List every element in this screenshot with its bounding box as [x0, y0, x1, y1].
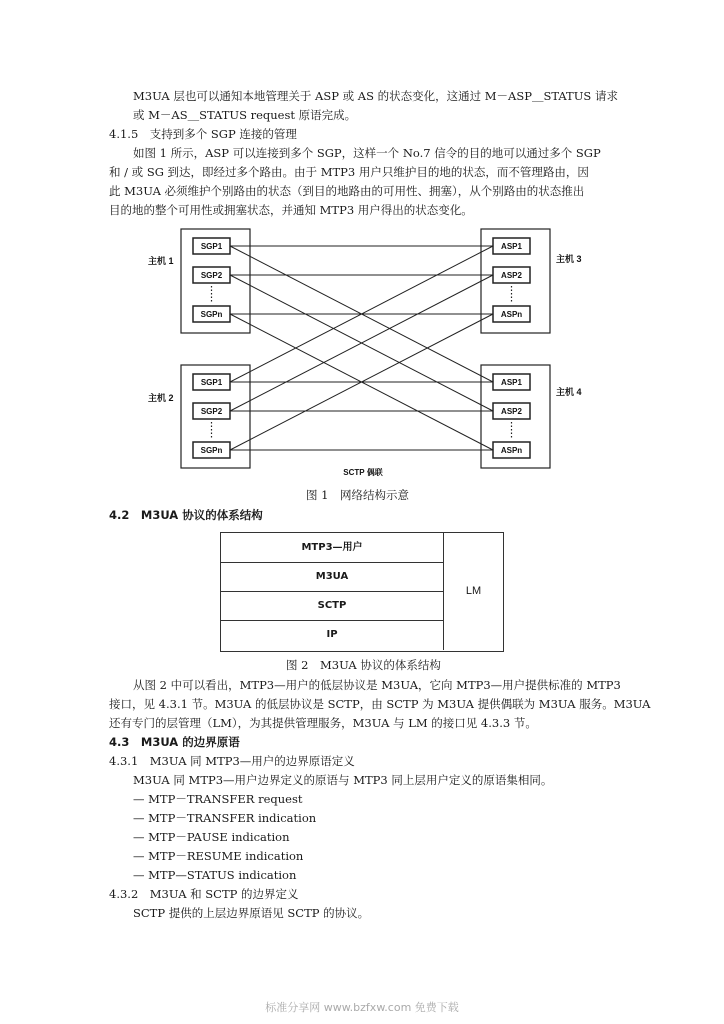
protocol-stack-diagram — [220, 532, 504, 652]
text-line: 接口，见 4.3.1 节。M3UA 的低层协议是 SCTP，由 SCTP 为 M3UA 提供偶联为 M3UA 服务。M3UA — [109, 697, 651, 711]
text-line: 从图 2 中可以看出，MTP3—用户的低层协议是 M3UA，它向 MTP3—用户提供标准的 MTP3 — [133, 678, 621, 692]
host1-label: 主机 1 — [148, 256, 174, 266]
subsection-heading-4-3-2: 4.3.2 M3UA 和 SCTP 的边界定义 — [109, 887, 299, 901]
section-heading-4-3: 4.3 M3UA 的边界原语 — [109, 735, 240, 749]
primitive-item: — MTP－TRANSFER indication — [133, 811, 317, 825]
text-line: M3UA 同 MTP3—用户边界定义的原语与 MTP3 同上层用户定义的原语集相同。 — [133, 773, 553, 787]
text-line: 如图 1 所示，ASP 可以连接到多个 SGP，这样一个 No.7 信令的目的地可以通过多个 SGP — [133, 146, 601, 160]
text-line: 和 / 或 SG 到达，即经过多个路由。由于 MTP3 用户只维护目的地的状态，而不管理路由，因 — [109, 165, 589, 179]
layer-sctp: SCTP — [221, 591, 443, 621]
sgp1-label: SGP1 — [200, 242, 223, 251]
host2-label: 主机 2 — [148, 393, 174, 403]
asp1-label: ASP1 — [501, 242, 522, 251]
aspn-label: ASPn — [500, 446, 523, 455]
text-line: 此 M3UA 必须维护个别路由的状态（到目的地路由的可用性、拥塞），从个别路由的状态推出 — [109, 184, 585, 198]
sgp2-label: SGP2 — [200, 271, 223, 280]
sgpn-label: SGPn — [200, 446, 223, 455]
sgp2-label: SGP2 — [200, 407, 223, 416]
layer-m3ua: M3UA — [221, 562, 443, 592]
asp1-label: ASP1 — [501, 378, 522, 387]
text-line: 目的地的整个可用性或拥塞状态，并通知 MTP3 用户得出的状态变化。 — [109, 203, 473, 217]
subsection-heading-4-3-1: 4.3.1 M3UA 同 MTP3—用户的边界原语定义 — [109, 754, 355, 768]
primitive-item: — MTP－RESUME indication — [133, 849, 304, 863]
layer-mtp3-user: MTP3—用户 — [221, 533, 443, 563]
host4-label: 主机 4 — [556, 387, 582, 397]
footer-watermark: 标准分享网 www.bzfxw.com 免费下载 — [265, 1001, 459, 1014]
figure2-caption: 图 2 M3UA 协议的体系结构 — [286, 658, 441, 672]
sgp1-label: SGP1 — [200, 378, 223, 387]
sgpn-label: SGPn — [200, 310, 223, 319]
text-line: 或 M－AS＿STATUS request 原语完成。 — [133, 108, 357, 122]
primitive-item: — MTP－PAUSE indication — [133, 830, 290, 844]
layer-ip: IP — [326, 629, 338, 640]
asp2-label: ASP2 — [501, 407, 522, 416]
host3-label: 主机 3 — [556, 254, 582, 264]
primitive-item: — MTP－TRANSFER request — [133, 792, 303, 806]
asp2-label: ASP2 — [501, 271, 522, 280]
figure1-caption: 图 1 网络结构示意 — [306, 488, 409, 502]
subsection-heading-4-1-5: 4.1.5 支持到多个 SGP 连接的管理 — [109, 127, 297, 141]
text-line: M3UA 层也可以通知本地管理关于 ASP 或 AS 的状态变化，这通过 M－ASP＿STATUS 请求 — [133, 89, 618, 103]
sctp-association-label: SCTP 偶联 — [343, 468, 383, 477]
section-heading-4-2: 4.2 M3UA 协议的体系结构 — [109, 508, 263, 522]
layer-management: LM — [443, 533, 503, 650]
network-diagram — [130, 222, 590, 484]
text-line: SCTP 提供的上层边界原语见 SCTP 的协议。 — [133, 906, 370, 920]
primitive-item: — MTP—STATUS indication — [133, 868, 297, 882]
text-line: 还有专门的层管理（LM），为其提供管理服务，M3UA 与 LM 的接口见 4.3.3 节。 — [109, 716, 537, 730]
aspn-label: ASPn — [500, 310, 523, 319]
